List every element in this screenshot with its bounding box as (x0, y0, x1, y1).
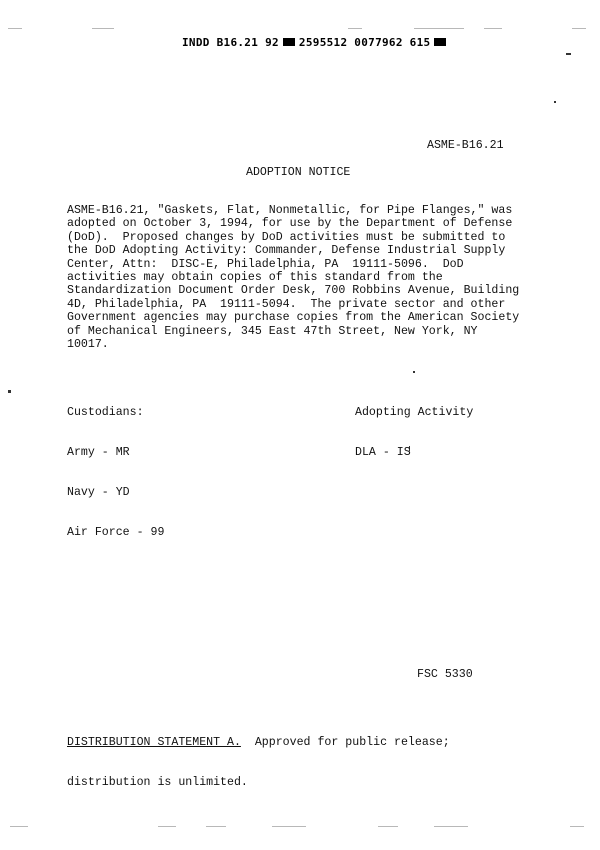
paragraph-line: Center, Attn: DISC-E, Philadelphia, PA 19111-5096. DoD (67, 257, 464, 271)
document-code-header (182, 36, 450, 49)
paragraph-line: Standardization Document Order Desk, 700 Robbins Avenue, Building (67, 284, 520, 298)
custodians-heading: Custodians: (67, 405, 144, 419)
custodian-item: Air Force - 99 (67, 526, 165, 540)
notice-paragraph (67, 204, 547, 351)
distribution-line-2: distribution is unlimited. (67, 776, 248, 790)
paragraph-line: adopted on October 3, 1994, for use by the Department of Defense (67, 217, 513, 231)
scan-artifact (378, 826, 398, 827)
adopting-activity-value: DLA - IS (355, 446, 411, 460)
scan-speck (8, 390, 11, 393)
scan-artifact (206, 826, 226, 827)
scan-artifact (414, 28, 464, 29)
header-code-part1: INDD B16.21 92 (182, 36, 279, 49)
scan-artifact (434, 826, 468, 827)
paragraph-line: Government agencies may purchase copies from the American Society (67, 311, 520, 325)
scan-artifact (10, 826, 28, 827)
paragraph-line: 4D, Philadelphia, PA 19111-5094. The private sector and other (67, 297, 506, 311)
paragraph-line: (DoD). Proposed changes by DoD activities must be submitted to (67, 230, 506, 244)
distribution-line-1 (67, 736, 450, 749)
adopting-activity-heading: Adopting Activity (355, 405, 474, 419)
scan-artifact (272, 826, 306, 827)
scan-artifact (572, 28, 586, 29)
paragraph-line: 10017. (67, 338, 109, 352)
scan-speck (566, 53, 571, 55)
scan-artifact (348, 28, 362, 29)
scan-artifact (158, 826, 176, 827)
scan-speck (554, 101, 556, 103)
redaction-block (434, 38, 446, 46)
redaction-block (283, 38, 295, 46)
distribution-text: Approved for public release; (240, 735, 450, 749)
paragraph-line: ASME-B16.21, "Gaskets, Flat, Nonmetallic, for Pipe Flanges," was (67, 204, 513, 217)
scan-artifact (570, 826, 584, 827)
page-title: ADOPTION NOTICE (246, 166, 351, 179)
document-id: ASME-B16.21 (427, 139, 504, 152)
scan-artifact (484, 28, 502, 29)
distribution-statement (67, 709, 450, 816)
header-code-part2: 2595512 0077962 615 (298, 36, 431, 49)
custodian-item: Army - MR (67, 446, 130, 460)
paragraph-line: activities may obtain copies of this standard from the (67, 271, 443, 285)
paragraph-line: the DoD Adopting Activity: Commander, Defense Industrial Supply (67, 244, 506, 258)
custodians-block (67, 379, 164, 567)
scan-artifact (8, 28, 22, 29)
adopting-activity-block (355, 379, 473, 486)
scan-speck (413, 371, 415, 373)
scan-artifact (92, 28, 114, 29)
paragraph-line: of Mechanical Engineers, 345 East 47th Street, New York, NY (67, 324, 478, 338)
distribution-label: DISTRIBUTION STATEMENT A. (67, 735, 241, 749)
custodian-item: Navy - YD (67, 486, 130, 500)
fsc-code: FSC 5330 (417, 668, 473, 681)
